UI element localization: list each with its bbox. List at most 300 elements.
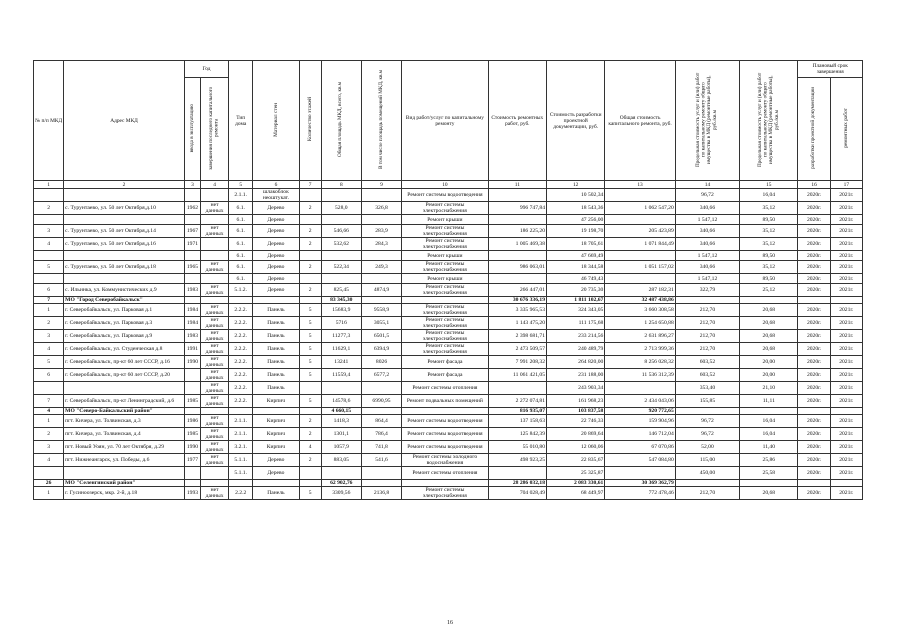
cell-limit-cost-2: 25,86: [740, 454, 798, 467]
cell-repair-cost: [488, 251, 546, 261]
cell-total-area: 4 660,15: [321, 408, 361, 415]
cell-plan-repair: [830, 297, 862, 304]
cell-house-type: 2.2.2: [229, 487, 253, 500]
cell-year-commission: 1985: [184, 395, 200, 408]
cell-plan-design: [798, 480, 830, 487]
cell-work-type: Ремонт системы водоотведения: [402, 428, 489, 441]
table-row: [34, 330, 863, 343]
cell-floors: 2: [299, 415, 321, 428]
table-row: [34, 189, 863, 202]
cell-address: с. Турунтаево, ул. 50 лет Октября,д.16: [64, 238, 185, 251]
cell-row-number: 7: [34, 395, 64, 408]
cell-limit-cost-2: 25,58: [740, 467, 798, 480]
cell-address: г. Северобайкальск, пр-кт 60 лет СССР, д.20: [64, 369, 185, 382]
column-number: 8: [321, 181, 361, 189]
cell-year-commission: [184, 215, 200, 225]
cell-work-type: Ремонт системы электроснабжения: [402, 225, 489, 238]
table-row: [34, 467, 863, 480]
section-row: [34, 408, 863, 415]
header-limit-cost-2: Предельная стоимость услуг и (или) работ по капитальному ремонту общего имущества в МКД (ремонтные работы), руб./кв.м: [756, 72, 780, 167]
cell-total-cost: 8 256 028,32: [605, 356, 675, 369]
cell-floors: 5: [299, 304, 321, 317]
header-floors-cell: [299, 61, 321, 181]
cell-limit-cost-1: 450,00: [675, 467, 739, 480]
cell-work-type: Ремонт крыши: [402, 215, 489, 225]
cell-house-type: [229, 408, 253, 415]
cell-wall-material: Кирпич: [253, 428, 299, 441]
cell-work-type: Ремонт системы электроснабжения: [402, 284, 489, 297]
cell-plan-repair: 2021г.: [830, 304, 862, 317]
cell-plan-repair: 2021г.: [830, 415, 862, 428]
cell-floors: 5: [299, 487, 321, 500]
cell-total-cost: 11 536 312,39: [605, 369, 675, 382]
table-row: [34, 428, 863, 441]
cell-limit-cost-2: 20,00: [740, 356, 798, 369]
cell-address: г. Северобайкальск, ул. Парковая д.1: [64, 304, 185, 317]
cell-design-cost: 1 811 102,67: [547, 297, 605, 304]
cell-total-area: 62 902,76: [321, 480, 361, 487]
cell-plan-design: 2020г.: [798, 274, 830, 284]
cell-repair-cost: 2 272 074,81: [488, 395, 546, 408]
cell-address: пгт. Кичера, ул. Толвинская, д.3: [64, 415, 185, 428]
cell-total-cost: 1 062 547,20: [605, 202, 675, 215]
cell-house-type: 2.1.1.: [229, 428, 253, 441]
cell-repair-cost: 30 676 336,19: [488, 297, 546, 304]
cell-row-number: [34, 251, 64, 261]
cell-design-cost: 243 903,34: [547, 382, 605, 395]
cell-plan-design: 2020г.: [798, 304, 830, 317]
cell-limit-cost-1: 1 547,12: [675, 215, 739, 225]
cell-plan-repair: 2021г.: [830, 215, 862, 225]
cell-year-commission: [184, 297, 200, 304]
cell-house-type: 2.2.2.: [229, 304, 253, 317]
cell-wall-material: Панель: [253, 330, 299, 343]
cell-premises-area: 249,3: [361, 261, 401, 274]
cell-total-cost: 32 487 438,86: [605, 297, 675, 304]
cell-total-cost: 30 369 362,79: [605, 480, 675, 487]
cell-year-last-repair: нет данных: [200, 330, 228, 343]
column-number: 3: [184, 181, 200, 189]
cell-design-cost: 18 705,61: [547, 238, 605, 251]
cell-design-cost: 47 669,49: [547, 251, 605, 261]
cell-plan-design: 2020г.: [798, 284, 830, 297]
cell-premises-area: 9558,9: [361, 304, 401, 317]
cell-plan-repair: 2021г.: [830, 395, 862, 408]
header-address: Адрес МКД: [64, 61, 185, 181]
cell-floors: 2: [299, 261, 321, 274]
cell-limit-cost-2: 21,10: [740, 382, 798, 395]
cell-address: [64, 215, 185, 225]
cell-work-type: Ремонт крыши: [402, 251, 489, 261]
cell-work-type: Ремонт системы водоотведения: [402, 415, 489, 428]
cell-plan-design: 2020г.: [798, 454, 830, 467]
cell-address: г. Северобайкальск, пр-кт Ленинградский, д.6: [64, 395, 185, 408]
cell-repair-cost: 186 225,20: [488, 225, 546, 238]
cell-total-cost: 3 660 308,58: [605, 304, 675, 317]
cell-year-last-repair: нет данных: [200, 382, 228, 395]
cell-limit-cost-1: 96,72: [675, 428, 739, 441]
cell-limit-cost-1: 212,70: [675, 330, 739, 343]
cell-limit-cost-2: 16,04: [740, 189, 798, 202]
cell-total-cost: [605, 189, 675, 202]
cell-wall-material: Панель: [253, 343, 299, 356]
cell-floors: [299, 274, 321, 284]
cell-premises-area: 6394,9: [361, 343, 401, 356]
cell-row-number: 4: [34, 408, 64, 415]
cell-year-commission: 1985: [184, 428, 200, 441]
cell-year-commission: 1962: [184, 202, 200, 215]
cell-row-number: 2: [34, 202, 64, 215]
cell-repair-cost: 996 747,84: [488, 202, 546, 215]
cell-address: пгт. Нижнеангарск, ул. Победы, д.6: [64, 454, 185, 467]
cell-plan-design: 2020г.: [798, 330, 830, 343]
cell-limit-cost-1: 96,72: [675, 189, 739, 202]
cell-repair-cost: 266 447,01: [488, 284, 546, 297]
cell-year-last-repair: нет данных: [200, 304, 228, 317]
column-number: 14: [675, 181, 739, 189]
cell-limit-cost-2: 16,04: [740, 428, 798, 441]
cell-row-number: 2: [34, 317, 64, 330]
cell-year-last-repair: нет данных: [200, 284, 228, 297]
cell-row-number: 3: [34, 441, 64, 454]
cell-year-last-repair: [200, 251, 228, 261]
cell-total-cost: 205 423,89: [605, 225, 675, 238]
cell-limit-cost-1: [675, 408, 739, 415]
cell-premises-area: [361, 467, 401, 480]
header-plan-design: разработки проектной документации: [810, 87, 817, 169]
cell-total-area: 528,0: [321, 202, 361, 215]
cell-total-cost: [605, 274, 675, 284]
header-total-cost: Общая стоимость капитального ремонта, руб.: [605, 61, 675, 181]
cell-row-number: [34, 382, 64, 395]
cell-row-number: 2: [34, 428, 64, 441]
cell-row-number: [34, 274, 64, 284]
cell-repair-cost: 2 398 681,71: [488, 330, 546, 343]
cell-limit-cost-1: 212,70: [675, 304, 739, 317]
cell-total-cost: [605, 215, 675, 225]
cell-year-commission: 1965: [184, 261, 200, 274]
cell-limit-cost-1: 52,00: [675, 441, 739, 454]
cell-repair-cost: 125 842,39: [488, 428, 546, 441]
cell-address: г. Гусиноозерск, мкр. 2-й, д.18: [64, 487, 185, 500]
cell-limit-cost-2: 35,12: [740, 261, 798, 274]
cell-premises-area: 8026: [361, 356, 401, 369]
cell-year-last-repair: нет данных: [200, 428, 228, 441]
cell-year-commission: 1983: [184, 330, 200, 343]
cell-wall-material: Кирпич: [253, 441, 299, 454]
cell-total-area: 11559,4: [321, 369, 361, 382]
cell-total-area: [321, 189, 361, 202]
cell-house-type: 2.2.2.: [229, 330, 253, 343]
cell-plan-design: 2020г.: [798, 317, 830, 330]
cell-work-type: Ремонт системы электроснабжения: [402, 261, 489, 274]
table-row: [34, 261, 863, 274]
cell-work-type: [402, 297, 489, 304]
cell-wall-material: Панель: [253, 356, 299, 369]
cell-repair-cost: 1 005 469,38: [488, 238, 546, 251]
cell-floors: 4: [299, 441, 321, 454]
header-limit-cost-1-cell: [675, 61, 739, 181]
cell-floors: [299, 251, 321, 261]
cell-repair-cost: 2 473 509,57: [488, 343, 546, 356]
cell-limit-cost-2: [740, 297, 798, 304]
cell-premises-area: 326,8: [361, 202, 401, 215]
cell-wall-material: Дерево: [253, 202, 299, 215]
cell-limit-cost-2: 89,50: [740, 215, 798, 225]
cell-wall-material: шлакоблок неоштукат.: [253, 189, 299, 202]
table-row: [34, 454, 863, 467]
cell-house-type: 3.2.1.: [229, 441, 253, 454]
cell-design-cost: 46 749,43: [547, 274, 605, 284]
cell-year-commission: [184, 251, 200, 261]
header-design-cost: Стоимость разработки проектной документации, руб.: [547, 61, 605, 181]
cell-year-commission: [184, 408, 200, 415]
cell-row-number: 6: [34, 369, 64, 382]
cell-address: МО "Северо-Байкальский район": [64, 408, 185, 415]
cell-year-commission: 1984: [184, 317, 200, 330]
cell-limit-cost-2: 89,50: [740, 274, 798, 284]
column-number: 2: [64, 181, 185, 189]
cell-house-type: 2.2.2.: [229, 369, 253, 382]
cell-address: г. Северобайкальск, ул. Парковая д.9: [64, 330, 185, 343]
cell-floors: 2: [299, 454, 321, 467]
cell-floors: 5: [299, 369, 321, 382]
cell-address: [64, 274, 185, 284]
cell-design-cost: 25 325,87: [547, 467, 605, 480]
cell-work-type: Ремонт системы электроснабжения: [402, 317, 489, 330]
cell-plan-repair: 2021г.: [830, 251, 862, 261]
cell-house-type: [229, 297, 253, 304]
cell-year-last-repair: нет данных: [200, 343, 228, 356]
cell-plan-repair: 2021г.: [830, 369, 862, 382]
cell-limit-cost-1: 322,79: [675, 284, 739, 297]
cell-wall-material: Кирпич: [253, 415, 299, 428]
cell-year-commission: [184, 480, 200, 487]
cell-plan-repair: 2021г.: [830, 202, 862, 215]
cell-repair-cost: [488, 215, 546, 225]
cell-year-commission: 1971: [184, 238, 200, 251]
cell-house-type: 5.1.1.: [229, 467, 253, 480]
cell-premises-area: 541,6: [361, 454, 401, 467]
cell-plan-design: 2020г.: [798, 441, 830, 454]
cell-year-last-repair: нет данных: [200, 317, 228, 330]
cell-plan-repair: 2021г.: [830, 238, 862, 251]
table-row: [34, 284, 863, 297]
section-row: [34, 297, 863, 304]
cell-row-number: 1: [34, 304, 64, 317]
cell-plan-repair: 2021г.: [830, 428, 862, 441]
header-year-group: Год: [184, 61, 228, 78]
cell-plan-repair: 2021г.: [830, 317, 862, 330]
cell-year-commission: [184, 369, 200, 382]
cell-limit-cost-1: 353,40: [675, 382, 739, 395]
cell-wall-material: Дерево: [253, 284, 299, 297]
cell-limit-cost-1: 96,72: [675, 415, 739, 428]
cell-house-type: 6.1.: [229, 215, 253, 225]
cell-total-area: 5716: [321, 317, 361, 330]
cell-year-commission: 1984: [184, 304, 200, 317]
cell-plan-design: 2020г.: [798, 251, 830, 261]
cell-premises-area: 4874,9: [361, 284, 401, 297]
cell-year-commission: 1990: [184, 441, 200, 454]
cell-limit-cost-2: 20,68: [740, 317, 798, 330]
cell-plan-design: 2020г.: [798, 225, 830, 238]
cell-total-area: [321, 274, 361, 284]
table-row: [34, 369, 863, 382]
cell-year-last-repair: нет данных: [200, 415, 228, 428]
table-row: [34, 441, 863, 454]
cell-plan-repair: 2021г.: [830, 225, 862, 238]
page-number: 16: [447, 620, 453, 626]
cell-plan-design: 2020г.: [798, 369, 830, 382]
cell-repair-cost: 55 010,80: [488, 441, 546, 454]
cell-row-number: 4: [34, 454, 64, 467]
cell-floors: 2: [299, 284, 321, 297]
cell-repair-cost: 137 158,63: [488, 415, 546, 428]
column-number-row: [34, 181, 863, 189]
cell-year-last-repair: нет данных: [200, 454, 228, 467]
cell-year-last-repair: нет данных: [200, 225, 228, 238]
cell-limit-cost-1: 340,66: [675, 225, 739, 238]
cell-design-cost: 22 835,67: [547, 454, 605, 467]
cell-plan-design: 2020г.: [798, 238, 830, 251]
cell-work-type: Ремонт системы электроснабжения: [402, 202, 489, 215]
cell-total-area: 14578,6: [321, 395, 361, 408]
cell-plan-design: 2020г.: [798, 189, 830, 202]
cell-total-cost: 2 631 896,27: [605, 330, 675, 343]
cell-total-area: 522,34: [321, 261, 361, 274]
cell-address: г. Северобайкальск, ул. Студенческая д.8: [64, 343, 185, 356]
cell-work-type: Ремонт крыши: [402, 274, 489, 284]
cell-work-type: Ремонт системы электроснабжения: [402, 343, 489, 356]
cell-total-cost: 2 434 043,06: [605, 395, 675, 408]
cell-address: МО "Селенгинский район": [64, 480, 185, 487]
cell-plan-repair: 2021г.: [830, 261, 862, 274]
cell-house-type: 6.1.: [229, 225, 253, 238]
cell-limit-cost-1: 340,66: [675, 202, 739, 215]
document-page: [33, 60, 863, 500]
cell-repair-cost: 11 061 421,05: [488, 369, 546, 382]
cell-limit-cost-2: [740, 408, 798, 415]
cell-house-type: 5.1.1.: [229, 454, 253, 467]
column-number: 11: [488, 181, 546, 189]
cell-row-number: [34, 467, 64, 480]
table-row: [34, 487, 863, 500]
header-floors: Количество этажей: [307, 97, 314, 142]
cell-design-cost: 264 820,00: [547, 356, 605, 369]
table-row: [34, 225, 863, 238]
cell-design-cost: 324 343,05: [547, 304, 605, 317]
cell-plan-repair: 2021г.: [830, 274, 862, 284]
header-plan-design-cell: [798, 78, 830, 181]
cell-total-area: [321, 382, 361, 395]
column-number: 7: [299, 181, 321, 189]
cell-design-cost: 233 214,56: [547, 330, 605, 343]
column-number: 4: [200, 181, 228, 189]
cell-plan-repair: 2021г.: [830, 330, 862, 343]
cell-house-type: 6.1.: [229, 238, 253, 251]
cell-floors: 5: [299, 330, 321, 343]
cell-house-type: [229, 480, 253, 487]
column-number: 13: [605, 181, 675, 189]
table-row: [34, 343, 863, 356]
cell-wall-material: Дерево: [253, 454, 299, 467]
cell-wall-material: Дерево: [253, 215, 299, 225]
cell-limit-cost-2: 11,11: [740, 395, 798, 408]
cell-premises-area: 2136,8: [361, 487, 401, 500]
cell-year-last-repair: нет данных: [200, 369, 228, 382]
cell-premises-area: [361, 382, 401, 395]
cell-year-last-repair: нет данных: [200, 356, 228, 369]
cell-plan-design: 2020г.: [798, 261, 830, 274]
cell-year-commission: 1991: [184, 343, 200, 356]
cell-row-number: 6: [34, 284, 64, 297]
cell-year-commission: [184, 467, 200, 480]
cell-repair-cost: [488, 274, 546, 284]
cell-row-number: 4: [34, 238, 64, 251]
cell-row-number: 5: [34, 356, 64, 369]
cell-row-number: 26: [34, 480, 64, 487]
cell-plan-design: 2020г.: [798, 356, 830, 369]
cell-wall-material: Дерево: [253, 467, 299, 480]
cell-plan-repair: 2021г.: [830, 441, 862, 454]
cell-floors: [299, 467, 321, 480]
cell-design-cost: 19 198,70: [547, 225, 605, 238]
cell-address: [64, 251, 185, 261]
header-limit-cost-1: Предельная стоимость услуг и (или) работ по капитальному ремонту общего имущества в МКД (ремонтные работы), руб./кв.м: [695, 72, 719, 167]
cell-total-cost: 547 084,80: [605, 454, 675, 467]
cell-total-cost: 2 713 999,36: [605, 343, 675, 356]
cell-address: [64, 382, 185, 395]
cell-wall-material: Панель: [253, 317, 299, 330]
cell-plan-design: 2020г.: [798, 395, 830, 408]
header-plan-repair: ремонтных работ: [843, 108, 850, 148]
cell-limit-cost-1: 212,70: [675, 343, 739, 356]
cell-year-last-repair: [200, 297, 228, 304]
cell-floors: 5: [299, 343, 321, 356]
cell-work-type: Ремонт фасада: [402, 369, 489, 382]
cell-premises-area: 786,4: [361, 428, 401, 441]
cell-premises-area: [361, 274, 401, 284]
cell-total-area: 11277,3: [321, 330, 361, 343]
cell-floors: [299, 408, 321, 415]
cell-address: с. Турунтаево, ул. 50 лет Октября,д.18: [64, 261, 185, 274]
cell-wall-material: Панель: [253, 487, 299, 500]
cell-design-cost: 2 083 330,61: [547, 480, 605, 487]
cell-floors: [299, 382, 321, 395]
cell-premises-area: [361, 251, 401, 261]
cell-floors: 2: [299, 225, 321, 238]
cell-premises-area: [361, 297, 401, 304]
column-number: 6: [253, 181, 299, 189]
cell-total-cost: 1 051 157,02: [605, 261, 675, 274]
cell-premises-area: [361, 408, 401, 415]
cell-plan-design: 2020г.: [798, 202, 830, 215]
cell-work-type: [402, 480, 489, 487]
table-row: [34, 274, 863, 284]
cell-work-type: Ремонт подвальных помещений: [402, 395, 489, 408]
cell-row-number: 1: [34, 415, 64, 428]
cell-year-commission: 1990: [184, 356, 200, 369]
cell-wall-material: [253, 297, 299, 304]
cell-repair-cost: 704 028,49: [488, 487, 546, 500]
cell-year-commission: 1983: [184, 284, 200, 297]
cell-plan-repair: 2021г.: [830, 343, 862, 356]
cell-limit-cost-2: 20,68: [740, 330, 798, 343]
table-row: [34, 356, 863, 369]
cell-total-area: 11629,1: [321, 343, 361, 356]
cell-total-area: 1301,1: [321, 428, 361, 441]
